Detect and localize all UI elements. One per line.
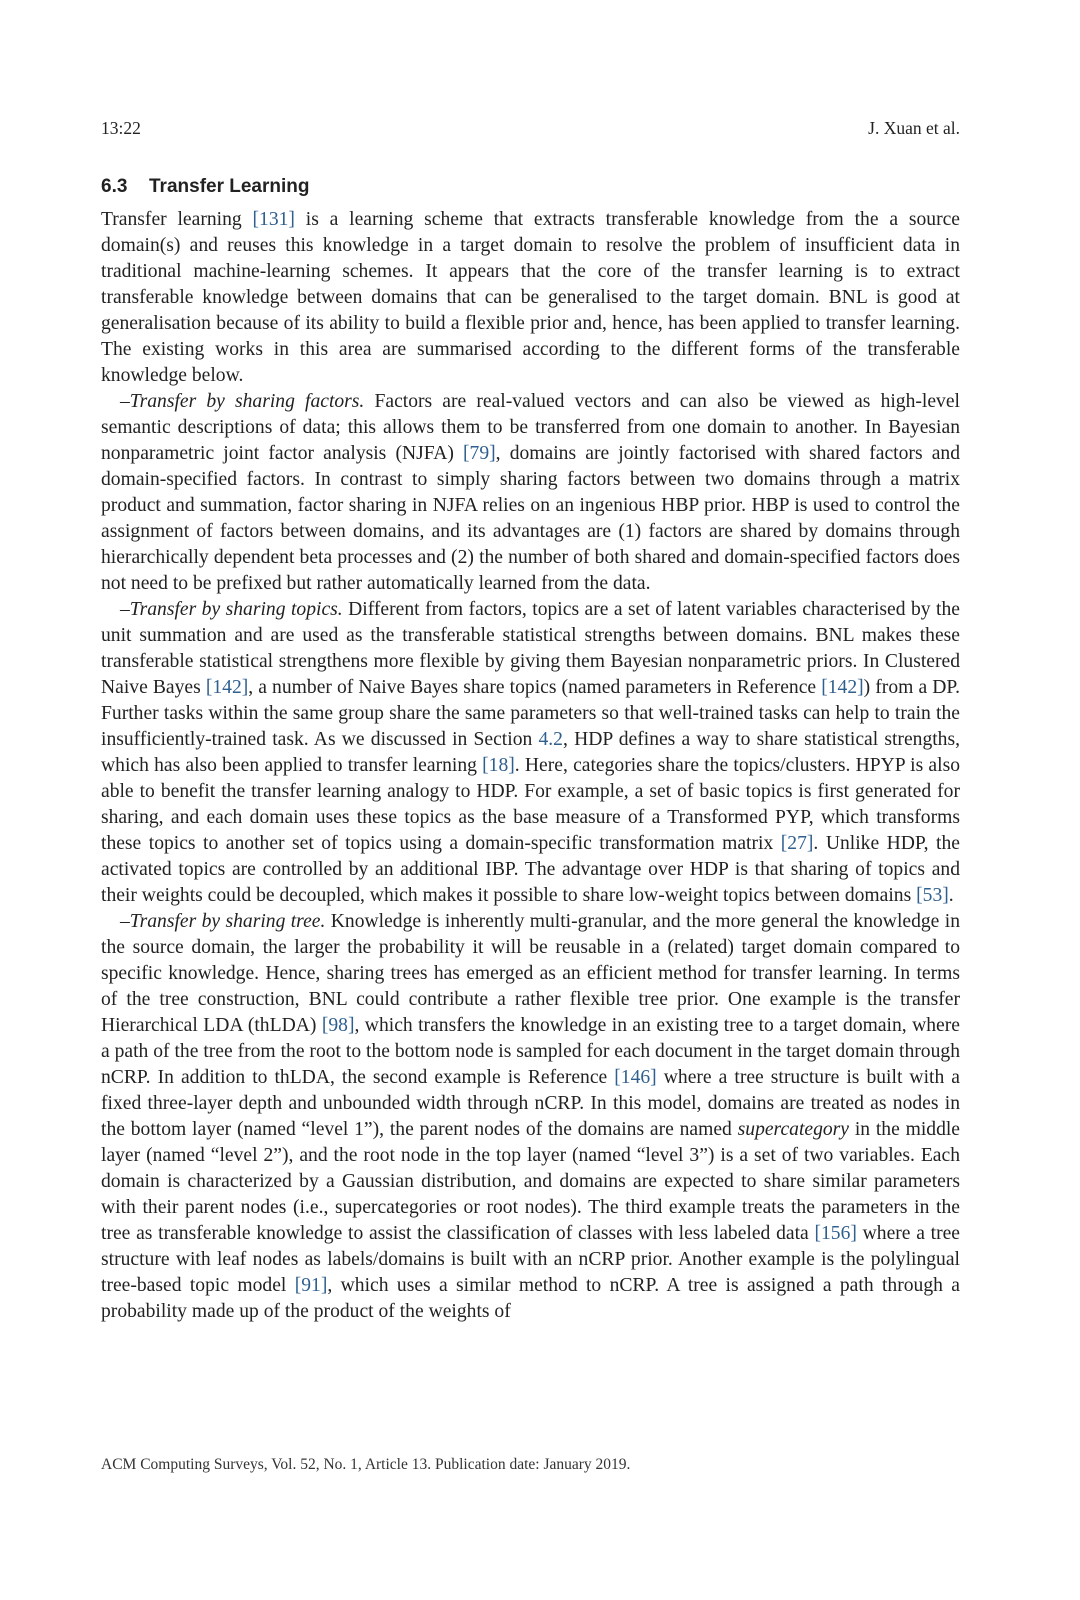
text-run: .	[948, 885, 954, 906]
section-number: 6.3	[101, 176, 128, 197]
citation-link[interactable]: [53]	[916, 885, 949, 906]
citation-link[interactable]: [131]	[252, 209, 295, 230]
citation-link[interactable]: [91]	[294, 1275, 328, 1296]
section-heading	[101, 176, 310, 198]
list-dash: –	[120, 391, 130, 412]
list-item-sharing-factors	[101, 389, 960, 597]
item-lead-in: Transfer by sharing factors.	[129, 391, 365, 412]
text-run: , domains are jointly factorised with shared factors and domain-specified factors. In contrast to simply sharing factors between two domains through a matrix product and summation, factor sharing in NJFA relies on an ingenious HBP prior. HBP is used to control the assignment of factors between domains, and its advantages are (1) factors are shared by domains through hierarchically dependent beta processes and (2) the number of both shared and domain-specified factors does not need to be prefixed but rather automatically learned from the data.	[101, 443, 960, 594]
body-text	[101, 207, 960, 1325]
page-number: 13:22	[101, 118, 141, 138]
text-run: Factors are real-valued vectors and can also be viewed as high-level semantic descriptions of data; this allows them to be transferred from one domain to another. In Bayesian nonparametric joint factor analysis (NJFA)	[101, 391, 960, 464]
section-title: Transfer Learning	[149, 176, 310, 197]
running-authors: J. Xuan et al.	[868, 118, 960, 138]
list-item-sharing-topics	[101, 597, 960, 909]
item-lead-in: Transfer by sharing tree.	[129, 911, 326, 932]
citation-link[interactable]: [142]	[205, 677, 249, 698]
text-run: ) from a DP. Further tasks within the same group share the same parameters so that well-trained tasks can help to train the insufficiently-trained task. As we discussed in Section	[101, 677, 961, 750]
citation-link[interactable]: [27]	[780, 833, 814, 854]
citation-link[interactable]: [156]	[814, 1223, 857, 1244]
text-run: Different from factors, topics are a set of latent variables characterised by the unit summation and are used as the transferable statistical strengths between domains. BNL makes these transferable statistical strengthens more flexible by giving them Bayesian nonparametric priors. In Clustered Naive Bayes	[101, 599, 960, 698]
item-lead-in: Transfer by sharing topics.	[129, 599, 343, 620]
text-run: Knowledge is inherently multi-granular, and the more general the knowledge in the source domain, the larger the probability it will be reusable in a (related) target domain compared to specific knowledge. Hence, sharing trees has emerged as an efficient method for transfer learning. In terms of the tree construction, BNL could contribute a rather flexible tree prior. One example is the transfer Hierarchical LDA (thLDA)	[101, 911, 960, 1036]
text-run: is a learning scheme that extracts transferable knowledge from the a source domain(s) and reuses this knowledge in a target domain to resolve the problem of insufficient data in traditional machine-learning schemes. It appears that the core of the transfer learning is to extract transferable knowledge between domains that can be generalised to the target domain. BNL is good at generalisation because of its ability to build a flexible prior and, hence, has been applied to transfer learning. The existing works in this area are summarised according to the different forms of the transferable knowledge below.	[101, 209, 960, 386]
citation-link[interactable]: [98]	[321, 1015, 355, 1036]
emphasis-term: supercategory	[737, 1119, 850, 1140]
list-item-sharing-tree	[101, 909, 960, 1325]
text-run: Transfer learning	[101, 209, 253, 230]
citation-link[interactable]: [146]	[614, 1067, 657, 1088]
text-run: in the middle layer (named “level 2”), and the root node in the top layer (named “level 3”) is a set of two variables. Each domain is characterized by a Gaussian distribution, and domains are expected to share similar parameters with their parent nodes (i.e., supercategories or root nodes). The third example treats the parameters in the tree as transferable knowledge to assist the classification of classes with less labeled data	[101, 1119, 961, 1244]
citation-link[interactable]: [79]	[463, 443, 496, 464]
text-run: , which transfers the knowledge in an existing tree to a target domain, where a path of the tree from the root to the bottom node is sampled for each document in the target domain through nCRP. In addition to thLDA, the second example is Reference	[101, 1015, 960, 1088]
citation-link[interactable]: [18]	[482, 755, 515, 776]
section-link[interactable]: 4.2	[538, 729, 563, 750]
citation-link[interactable]: [142]	[821, 677, 864, 698]
text-run: . Unlike HDP, the activated topics are controlled by an additional IBP. The advantage over HDP is that sharing of topics and their weights could be decoupled, which makes it possible to share low-weight topics between domains	[101, 833, 960, 906]
journal-footer: ACM Computing Surveys, Vol. 52, No. 1, Article 13. Publication date: January 2019.	[101, 1456, 631, 1473]
running-header	[101, 118, 960, 142]
text-run: , which uses a similar method to nCRP. A tree is assigned a path through a probability made up of the product of the weights of	[101, 1275, 960, 1322]
list-dash: –	[120, 599, 130, 620]
text-run: , a number of Naive Bayes share topics (named parameters in Reference	[248, 677, 822, 698]
text-run: where a tree structure is built with a fixed three-layer depth and unbounded width through nCRP. In this model, domains are treated as nodes in the bottom layer (named “level 1”), the parent nodes of the domains are named	[101, 1067, 960, 1140]
intro-paragraph	[101, 207, 960, 389]
text-run: where a tree structure with leaf nodes as labels/domains is built with an nCRP prior. Another example is the polylingual tree-based topic model	[101, 1223, 961, 1296]
list-dash: –	[120, 911, 130, 932]
text-run: . Here, categories share the topics/clusters. HPYP is also able to benefit the transfer learning analogy to HDP. For example, a set of basic topics is first generated for sharing, and each domain uses these topics as the base measure of a Transformed PYP, which transforms these topics to another set of topics using a domain-specific transformation matrix	[101, 755, 960, 854]
text-run: , HDP defines a way to share statistical strengths, which has also been applied to transfer learning	[101, 729, 961, 776]
